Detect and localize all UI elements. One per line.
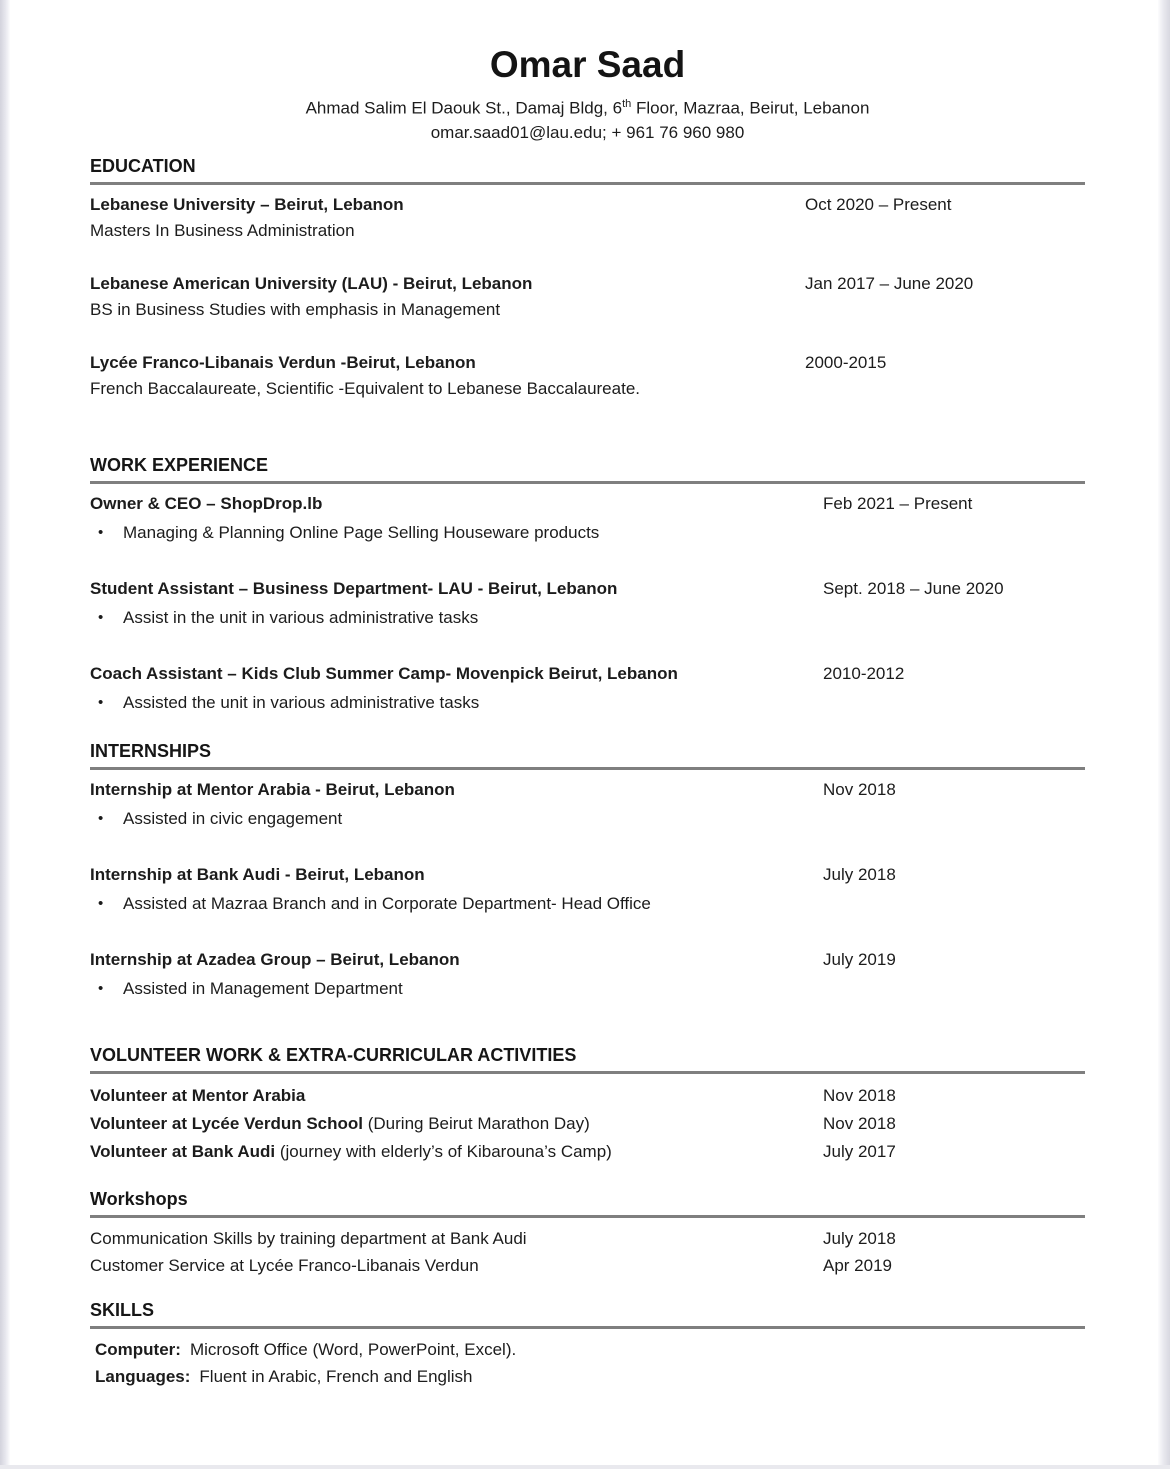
entry-bullet-line	[90, 690, 1085, 716]
entry-date: July 2018	[823, 864, 896, 884]
page-left-edge	[0, 0, 10, 1469]
entry-title: Internship at Mentor Arabia - Beirut, Lebanon	[90, 779, 455, 799]
workshop-row	[90, 1252, 1085, 1279]
bullet-icon: •	[98, 809, 104, 827]
resume-page	[90, 0, 1085, 1390]
bullet-text: Assisted at Mazraa Branch and in Corporate Department- Head Office	[123, 893, 651, 913]
entry-date: Feb 2021 – Present	[823, 493, 973, 513]
skill-value: Fluent in Arabic, French and English	[199, 1366, 473, 1386]
internship-entry	[90, 777, 1085, 832]
section-workshops	[90, 1188, 1085, 1279]
bullet-text: Assisted in civic engagement	[123, 808, 343, 828]
bullet-icon: •	[98, 608, 104, 626]
entry-bullet-line	[90, 605, 1085, 631]
workshop-title: Communication Skills by training department at Bank Audi	[90, 1228, 527, 1248]
education-entry	[90, 350, 1085, 402]
page-title: Omar Saad	[489, 44, 686, 85]
entry-date: Oct 2020 – Present	[805, 194, 952, 214]
workshop-row	[90, 1225, 1085, 1252]
entry-detail: Masters In Business Administration	[90, 220, 355, 240]
contact-line: omar.saad01@lau.edu; + 961 76 960 980	[430, 122, 745, 142]
work-entry	[90, 661, 1085, 716]
bullet-text: Assisted in Management Department	[123, 978, 403, 998]
entry-date: Nov 2018	[823, 1085, 896, 1105]
address-line	[90, 92, 1085, 121]
bullet-icon: •	[98, 693, 104, 711]
entry-title: Lebanese American University (LAU) - Beirut, Lebanon	[90, 273, 533, 293]
section-internships	[90, 740, 1085, 1002]
entry-bullet-line	[90, 976, 1085, 1002]
entry-date: Sept. 2018 – June 2020	[823, 578, 1004, 598]
bullet-icon: •	[98, 979, 104, 997]
entry-detail: BS in Business Studies with emphasis in Management	[90, 299, 501, 319]
entry-date: July 2018	[823, 1228, 896, 1248]
volunteer-row	[90, 1110, 1085, 1138]
address-superscript: th	[622, 98, 632, 110]
entry-title: Coach Assistant – Kids Club Summer Camp- Movenpick Beirut, Lebanon	[90, 663, 678, 683]
entry-date: Apr 2019	[823, 1255, 892, 1275]
work-entry	[90, 576, 1085, 631]
page-bottom-edge	[0, 1465, 1170, 1469]
workshop-title: Customer Service at Lycée Franco-Libanais Verdun	[90, 1255, 479, 1275]
volunteer-title: Volunteer at Lycée Verdun School	[90, 1113, 364, 1133]
skill-row	[90, 1363, 1085, 1390]
entry-date: Jan 2017 – June 2020	[805, 273, 974, 293]
section-work-experience	[90, 454, 1085, 716]
skill-label: Computer:	[95, 1339, 181, 1359]
volunteer-row	[90, 1082, 1085, 1110]
entry-date: July 2019	[823, 949, 896, 969]
entry-title: Owner & CEO – ShopDrop.lb	[90, 493, 323, 513]
entry-title: Lebanese University – Beirut, Lebanon	[90, 194, 404, 214]
volunteer-note: (During Beirut Marathon Day)	[363, 1113, 590, 1133]
section-heading-skills: SKILLS	[90, 1299, 1085, 1329]
education-entry	[90, 271, 1085, 323]
entry-bullet-line	[90, 891, 1085, 917]
bullet-text: Assisted the unit in various administrative tasks	[123, 692, 480, 712]
skill-value: Microsoft Office (Word, PowerPoint, Excel).	[189, 1339, 517, 1359]
section-heading-volunteer-work: VOLUNTEER WORK & EXTRA-CURRICULAR ACTIVITIES	[90, 1044, 1085, 1074]
skill-row	[90, 1336, 1085, 1363]
skill-label: Languages:	[95, 1366, 191, 1386]
section-volunteer-work	[90, 1044, 1085, 1166]
volunteer-row	[90, 1138, 1085, 1166]
volunteer-title: Volunteer at Mentor Arabia	[90, 1085, 306, 1105]
address-text: Ahmad Salim El Daouk St., Damaj Bldg, 6	[305, 98, 623, 118]
entry-title: Internship at Bank Audi - Beirut, Lebanon	[90, 864, 425, 884]
section-heading-work-experience: WORK EXPERIENCE	[90, 454, 1085, 484]
entry-detail: French Baccalaureate, Scientific -Equivalent to Lebanese Baccalaureate.	[90, 378, 640, 398]
page-right-edge	[1158, 0, 1170, 1469]
entry-bullet-line	[90, 806, 1085, 832]
section-heading-education: EDUCATION	[90, 155, 1085, 185]
entry-date: Nov 2018	[823, 1113, 896, 1133]
section-heading-internships: INTERNSHIPS	[90, 740, 1085, 770]
entry-date: July 2017	[823, 1141, 896, 1161]
entry-title: Lycée Franco-Libanais Verdun -Beirut, Lebanon	[90, 352, 476, 372]
education-entry	[90, 192, 1085, 244]
entry-date: Nov 2018	[823, 779, 896, 799]
internship-entry	[90, 862, 1085, 917]
entry-title: Student Assistant – Business Department- LAU - Beirut, Lebanon	[90, 578, 618, 598]
entry-title: Internship at Azadea Group – Beirut, Lebanon	[90, 949, 460, 969]
volunteer-note: (journey with elderly’s of Kibarouna’s Camp)	[275, 1141, 612, 1161]
section-education	[90, 155, 1085, 402]
bullet-icon: •	[98, 894, 104, 912]
section-heading-workshops: Workshops	[90, 1188, 1085, 1218]
entry-date: 2010-2012	[823, 663, 905, 683]
work-entry	[90, 491, 1085, 546]
entry-date: 2000-2015	[805, 352, 887, 372]
internship-entry	[90, 947, 1085, 1002]
volunteer-title: Volunteer at Bank Audi	[90, 1141, 276, 1161]
bullet-text: Managing & Planning Online Page Selling Houseware products	[123, 522, 600, 542]
section-skills	[90, 1299, 1085, 1390]
entry-bullet-line	[90, 520, 1085, 546]
bullet-icon: •	[98, 523, 104, 541]
bullet-text: Assist in the unit in various administrative tasks	[123, 607, 479, 627]
address-text-rest: Floor, Mazraa, Beirut, Lebanon	[631, 98, 870, 118]
